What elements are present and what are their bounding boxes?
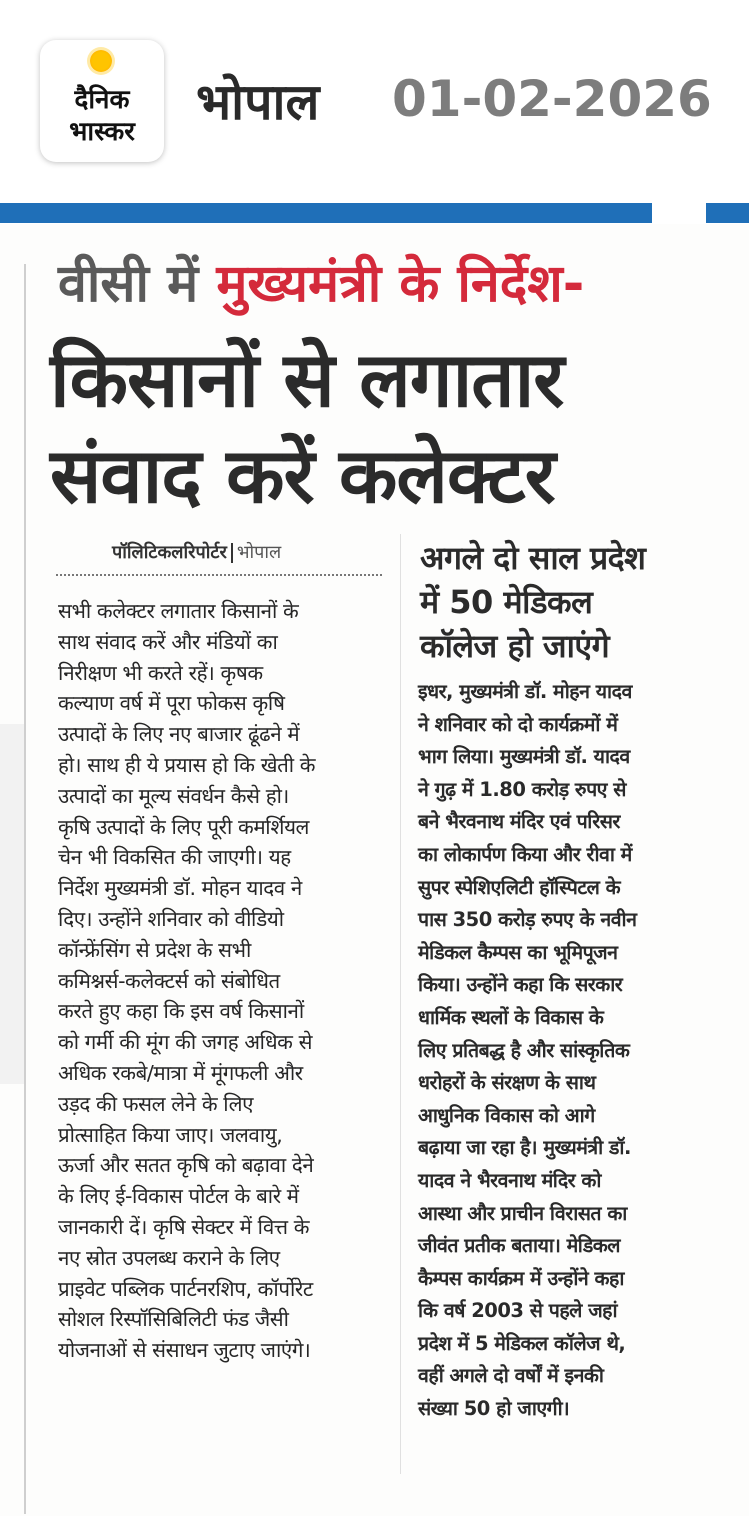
left-column-rule	[24, 264, 26, 1514]
subheadline: अगले दो साल प्रदेश में 50 मेडिकल कॉलेज हो जाएंगे	[420, 539, 646, 665]
article-body-right: इधर, मुख्यमंत्री डॉ. मोहन यादव ने शनिवार को दो कार्यक्रमों में भाग लिया। मुख्यमंत्री डॉ. यादव ने गुढ़ में 1.80 करोड़ रुपए से बने भैरवनाथ मंदिर एवं परिसर का लोकार्पण किया और रीवा में सुपर स्पेशिएलिटी हॉस्पिटल के पास 350 करोड़ रुपए के नवीन मेडिकल कैम्पस का भूमिपूजन किया। उन्होंने कहा कि सरकार धार्मिक स्थलों के विकास के लिए प्रतिबद्ध है और सांस्कृतिक धरोहरों के संरक्षण के साथ आधुनिक विकास को आगे बढ़ाया जा रहा है। मुख्यमंत्री डॉ. यादव ने भैरवनाथ मंदिर को आस्था और प्राचीन विरासत का जीवंत प्रतीक बताया। मेडिकल कैम्पस कार्यक्रम में उन्होंने कहा कि वर्ष 2003 से पहले जहां प्रदेश में 5 मेडिकल कॉलेज थे, वहीं अगले दो वर्षों में इनकी संख्या 50 हो जाएगी।	[418, 680, 637, 1421]
logo-line-1: दैनिक	[74, 85, 130, 115]
page-strip	[0, 203, 749, 223]
dainik-bhaskar-logo[interactable]	[40, 40, 164, 162]
newspaper-clipping	[0, 224, 749, 1516]
byline-reporter: पॉलिटिकलरिपोर्टर	[112, 542, 227, 563]
kicker-prefix: वीसी में	[58, 254, 199, 314]
neighbor-column-edge	[0, 724, 26, 1084]
strip-gap	[652, 203, 706, 223]
article-body-left: सभी कलेक्टर लगातार किसानों के साथ संवाद करें और मंडियों का निरीक्षण भी करते रहें। कृषक कल्याण वर्ष में पूरा फोकस कृषि उत्पादों के लिए नए बाजार ढूंढने में हो। साथ ही ये प्रयास हो कि खेती के उत्पादों का मूल्य संवर्धन कैसे हो। कृषि उत्पादों के लिए पूरी कमर्शियल चेन भी विकसित की जाएगी। यह निर्देश मुख्यमंत्री डॉ. मोहन यादव ने दिए। उन्होंने शनिवार को वीडियो कॉन्फ्रेंसिंग से प्रदेश के सभी कमिश्नर्स-कलेक्टर्स को संबोधित करते हुए कहा कि इस वर्ष किसानों को गर्मी की मूंग की जगह अधिक से अधिक रकबे/मात्रा में मूंगफली और उड़द की फसल लेने के लिए प्रोत्साहित किया जाए। जलवायु, ऊर्जा और सतत कृषि को बढ़ावा देने के लिए ई-विकास पोर्टल के बारे में जानकारी दें। कृषि सेक्टर में वित्त के नए स्रोत उपलब्ध कराने के लिए प्राइवेट पब्लिक पार्टनरशिप, कॉर्पोरेट सोशल रिस्पॉसिबिलिटी फंड जैसी योजनाओं से संसाधन जुटाए जाएंगे।	[58, 599, 316, 1363]
kicker	[58, 254, 584, 314]
column-divider	[400, 534, 401, 1474]
sun-icon	[90, 50, 112, 72]
byline-city: भोपाल	[236, 542, 282, 563]
headline-line-2: संवाद करें कलेक्टर	[50, 431, 555, 520]
byline-dotted-rule	[56, 574, 382, 576]
headline-line-1: किसानों से लगातार	[50, 335, 564, 424]
kicker-highlight: मुख्यमंत्री के निर्देश-	[216, 254, 585, 314]
byline-separator	[231, 543, 233, 563]
top-bar	[0, 0, 749, 200]
logo-line-2: भास्कर	[69, 117, 135, 147]
edition-date: 01-02-2026	[392, 70, 712, 128]
byline	[112, 540, 281, 564]
edition-city: भोपाल	[196, 73, 320, 131]
headline	[50, 332, 563, 524]
